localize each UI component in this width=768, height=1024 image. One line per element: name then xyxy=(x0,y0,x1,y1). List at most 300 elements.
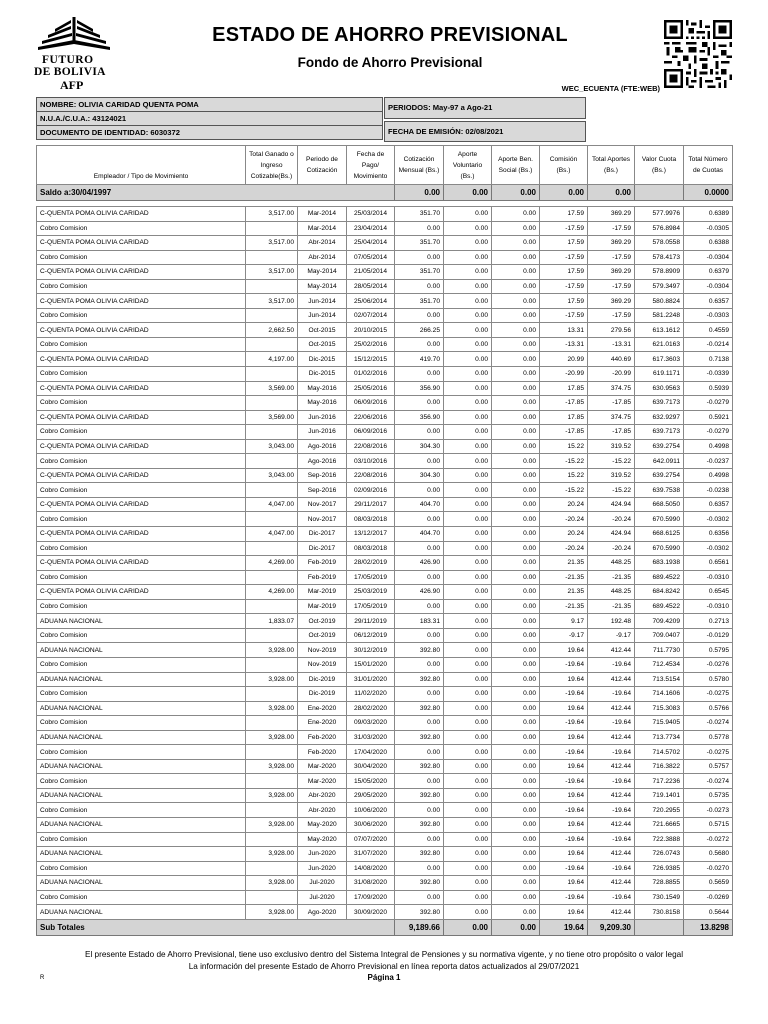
cell-aporte-ben-social: 0.00 xyxy=(492,759,540,774)
table-row xyxy=(37,861,733,876)
cell-total-aportes: 319.52 xyxy=(588,468,635,483)
cell-valor-cuota: 689.4522 xyxy=(635,599,684,614)
cell-total-cuotas: -0.0269 xyxy=(684,890,733,905)
cell-fecha-pago: 28/02/2019 xyxy=(347,556,395,571)
cell-valor-cuota: 576.8984 xyxy=(635,221,684,236)
cell-total-ganado: 3,517.00 xyxy=(246,207,298,222)
saldo-row xyxy=(37,185,733,201)
cell-aporte-voluntario: 0.00 xyxy=(444,643,492,658)
subtotal-cotizacion: 9,189.66 xyxy=(395,919,444,935)
cell-periodo: Feb-2019 xyxy=(298,570,347,585)
cell-total-cuotas: -0.0279 xyxy=(684,396,733,411)
cell-total-cuotas: 0.6357 xyxy=(684,294,733,309)
futuro-de-bolivia-logo xyxy=(28,14,120,92)
cell-aporte-ben-social: 0.00 xyxy=(492,512,540,527)
cell-aporte-ben-social: 0.00 xyxy=(492,381,540,396)
cell-aporte-voluntario: 0.00 xyxy=(444,701,492,716)
cell-total-cuotas: 0.5766 xyxy=(684,701,733,716)
cell-cotizacion: 0.00 xyxy=(395,396,444,411)
cell-aporte-ben-social: 0.00 xyxy=(492,803,540,818)
cell-comision: -9.17 xyxy=(540,628,588,643)
cell-valor-cuota: 581.2248 xyxy=(635,308,684,323)
cell-aporte-ben-social: 0.00 xyxy=(492,279,540,294)
cell-aporte-ben-social: 0.00 xyxy=(492,570,540,585)
cell-cotizacion: 0.00 xyxy=(395,832,444,847)
cell-aporte-ben-social: 0.00 xyxy=(492,556,540,571)
cell-fecha-pago: 29/05/2020 xyxy=(347,788,395,803)
cell-aporte-ben-social: 0.00 xyxy=(492,236,540,251)
cell-valor-cuota: 578.4173 xyxy=(635,250,684,265)
table-row xyxy=(37,483,733,498)
cell-total-cuotas: -0.0279 xyxy=(684,425,733,440)
table-row xyxy=(37,294,733,309)
cell-fecha-pago: 28/02/2020 xyxy=(347,701,395,716)
cell-total-ganado xyxy=(246,687,298,702)
cell-total-aportes: 369.29 xyxy=(588,207,635,222)
cell-total-ganado xyxy=(246,628,298,643)
cell-aporte-voluntario: 0.00 xyxy=(444,774,492,789)
cell-total-aportes: 412.44 xyxy=(588,817,635,832)
cell-periodo: Ago-2016 xyxy=(298,439,347,454)
cell-aporte-ben-social: 0.00 xyxy=(492,657,540,672)
cell-aporte-voluntario: 0.00 xyxy=(444,745,492,760)
wing-emblem-icon xyxy=(28,14,120,54)
cell-aporte-voluntario: 0.00 xyxy=(444,687,492,702)
cell-comision: -17.59 xyxy=(540,308,588,323)
cell-total-aportes: -20.24 xyxy=(588,541,635,556)
table-row xyxy=(37,745,733,760)
cell-valor-cuota: 670.5990 xyxy=(635,512,684,527)
cell-empleador: C-QUENTA POMA OLIVIA CARIDAD xyxy=(37,294,246,309)
cell-total-aportes: 412.44 xyxy=(588,876,635,891)
cell-total-aportes: -17.59 xyxy=(588,221,635,236)
cell-periodo: Feb-2020 xyxy=(298,730,347,745)
cell-fecha-pago: 22/08/2016 xyxy=(347,468,395,483)
table-row xyxy=(37,454,733,469)
table-row xyxy=(37,250,733,265)
cell-total-ganado: 4,047.00 xyxy=(246,527,298,542)
cell-valor-cuota: 715.9405 xyxy=(635,716,684,731)
col-total-ganado: Total Ganado o Ingreso Cotizable(Bs.) xyxy=(246,146,298,185)
update-note-text: La información del presente Estado de Ahorro Previsional en línea reporta datos actualizados al 29/07/2021 xyxy=(188,962,580,971)
cell-aporte-ben-social: 0.00 xyxy=(492,716,540,731)
table-row xyxy=(37,643,733,658)
cell-comision: 19.64 xyxy=(540,701,588,716)
cell-fecha-pago: 22/08/2016 xyxy=(347,439,395,454)
document-title: ESTADO DE AHORRO PREVISIONAL xyxy=(212,24,568,46)
cell-valor-cuota: 726.0743 xyxy=(635,847,684,862)
cell-cotizacion: 404.70 xyxy=(395,527,444,542)
cell-total-aportes: -9.17 xyxy=(588,628,635,643)
cell-valor-cuota: 683.1938 xyxy=(635,556,684,571)
cell-valor-cuota: 713.7734 xyxy=(635,730,684,745)
cell-total-cuotas: -0.0273 xyxy=(684,803,733,818)
cell-periodo: Dic-2017 xyxy=(298,527,347,542)
table-row xyxy=(37,323,733,338)
cell-total-cuotas: -0.0275 xyxy=(684,687,733,702)
cell-aporte-voluntario: 0.00 xyxy=(444,527,492,542)
cell-cotizacion: 392.80 xyxy=(395,672,444,687)
cell-valor-cuota: 722.3888 xyxy=(635,832,684,847)
subtotal-aporte-ben-social: 0.00 xyxy=(492,919,540,935)
cell-valor-cuota: 621.0163 xyxy=(635,337,684,352)
cell-cotizacion: 0.00 xyxy=(395,512,444,527)
table-row xyxy=(37,701,733,716)
cell-empleador: Cobro Comision xyxy=(37,250,246,265)
cell-empleador: ADUANA NACIONAL xyxy=(37,759,246,774)
cell-valor-cuota: 716.3822 xyxy=(635,759,684,774)
cell-total-cuotas: -0.0214 xyxy=(684,337,733,352)
cell-fecha-pago: 25/03/2014 xyxy=(347,207,395,222)
cell-cotizacion: 404.70 xyxy=(395,497,444,512)
cell-empleador: Cobro Comision xyxy=(37,279,246,294)
cell-fecha-pago: 17/09/2020 xyxy=(347,890,395,905)
cell-total-cuotas: -0.0238 xyxy=(684,483,733,498)
cell-comision: -13.31 xyxy=(540,337,588,352)
cell-empleador: Cobro Comision xyxy=(37,628,246,643)
cell-empleador: C-QUENTA POMA OLIVIA CARIDAD xyxy=(37,468,246,483)
cell-aporte-voluntario: 0.00 xyxy=(444,425,492,440)
cell-fecha-pago: 07/07/2020 xyxy=(347,832,395,847)
qr-code-icon xyxy=(664,20,732,88)
cell-comision: -17.85 xyxy=(540,425,588,440)
cell-empleador: ADUANA NACIONAL xyxy=(37,672,246,687)
cell-total-ganado: 3,928.00 xyxy=(246,759,298,774)
cell-total-aportes: 440.69 xyxy=(588,352,635,367)
cell-total-aportes: -20.99 xyxy=(588,367,635,382)
table-row xyxy=(37,367,733,382)
saldo-label: Saldo a:30/04/1997 xyxy=(37,185,395,201)
cell-total-ganado: 4,269.00 xyxy=(246,585,298,600)
disclaimer-text: El presente Estado de Ahorro Previsional, tiene uso exclusivo dentro del Sistema Integral de Pensiones y su normativa vigente, y no tiene otro propósito o valor legal xyxy=(84,950,684,959)
cell-total-ganado: 3,043.00 xyxy=(246,468,298,483)
cell-empleador: ADUANA NACIONAL xyxy=(37,905,246,920)
table-row xyxy=(37,687,733,702)
cell-empleador: Cobro Comision xyxy=(37,483,246,498)
cell-total-ganado xyxy=(246,425,298,440)
cell-total-ganado xyxy=(246,483,298,498)
cell-fecha-pago: 15/05/2020 xyxy=(347,774,395,789)
cell-total-aportes: 279.56 xyxy=(588,323,635,338)
cell-comision: -19.64 xyxy=(540,745,588,760)
cell-cotizacion: 0.00 xyxy=(395,570,444,585)
cell-periodo: Ene-2020 xyxy=(298,701,347,716)
cell-total-cuotas: 0.6561 xyxy=(684,556,733,571)
cell-fecha-pago: 10/06/2020 xyxy=(347,803,395,818)
cell-total-ganado xyxy=(246,716,298,731)
cell-fecha-pago: 30/12/2019 xyxy=(347,643,395,658)
cell-cotizacion: 0.00 xyxy=(395,687,444,702)
cell-empleador: ADUANA NACIONAL xyxy=(37,701,246,716)
table-row xyxy=(37,352,733,367)
cell-cotizacion: 392.80 xyxy=(395,730,444,745)
cell-aporte-voluntario: 0.00 xyxy=(444,207,492,222)
cell-total-ganado: 3,928.00 xyxy=(246,817,298,832)
subtotal-row xyxy=(37,919,733,935)
cell-aporte-voluntario: 0.00 xyxy=(444,337,492,352)
cell-periodo: Dic-2019 xyxy=(298,672,347,687)
cell-total-aportes: 412.44 xyxy=(588,847,635,862)
cell-total-aportes: 412.44 xyxy=(588,905,635,920)
cell-total-cuotas: -0.0274 xyxy=(684,774,733,789)
cell-empleador: C-QUENTA POMA OLIVIA CARIDAD xyxy=(37,207,246,222)
cell-cotizacion: 183.31 xyxy=(395,614,444,629)
table-row xyxy=(37,817,733,832)
cell-comision: 17.59 xyxy=(540,207,588,222)
cell-total-ganado xyxy=(246,861,298,876)
fecha-emision-field: FECHA DE EMISIÓN: 02/08/2021 xyxy=(384,121,586,142)
cell-cotizacion: 392.80 xyxy=(395,876,444,891)
cell-total-aportes: -17.85 xyxy=(588,396,635,411)
cell-periodo: Oct-2015 xyxy=(298,323,347,338)
cell-empleador: Cobro Comision xyxy=(37,716,246,731)
cell-total-ganado xyxy=(246,774,298,789)
cell-valor-cuota: 577.9976 xyxy=(635,207,684,222)
cell-aporte-ben-social: 0.00 xyxy=(492,527,540,542)
cell-valor-cuota: 632.9297 xyxy=(635,410,684,425)
cell-periodo: Feb-2020 xyxy=(298,745,347,760)
cell-total-ganado xyxy=(246,337,298,352)
cell-empleador: Cobro Comision xyxy=(37,570,246,585)
cell-total-cuotas: -0.0274 xyxy=(684,716,733,731)
cell-total-cuotas: 0.6379 xyxy=(684,265,733,280)
cell-aporte-ben-social: 0.00 xyxy=(492,599,540,614)
cell-fecha-pago: 03/10/2016 xyxy=(347,454,395,469)
cell-empleador: Cobro Comision xyxy=(37,861,246,876)
cell-comision: 19.64 xyxy=(540,643,588,658)
cell-aporte-ben-social: 0.00 xyxy=(492,483,540,498)
cell-fecha-pago: 22/06/2016 xyxy=(347,410,395,425)
cell-total-aportes: 424.94 xyxy=(588,527,635,542)
cell-comision: 20.24 xyxy=(540,527,588,542)
cell-cotizacion: 0.00 xyxy=(395,279,444,294)
cell-total-cuotas: 0.6357 xyxy=(684,497,733,512)
cell-aporte-voluntario: 0.00 xyxy=(444,410,492,425)
cell-valor-cuota: 580.8824 xyxy=(635,294,684,309)
cell-valor-cuota: 670.5990 xyxy=(635,541,684,556)
cell-periodo: Mar-2014 xyxy=(298,221,347,236)
cell-valor-cuota: 730.8158 xyxy=(635,905,684,920)
cell-total-ganado xyxy=(246,745,298,760)
cell-periodo: Dic-2019 xyxy=(298,687,347,702)
cell-fecha-pago: 08/03/2018 xyxy=(347,541,395,556)
cell-fecha-pago: 06/12/2019 xyxy=(347,628,395,643)
cell-fecha-pago: 15/12/2015 xyxy=(347,352,395,367)
cell-valor-cuota: 639.7538 xyxy=(635,483,684,498)
cell-cotizacion: 304.30 xyxy=(395,468,444,483)
cell-aporte-ben-social: 0.00 xyxy=(492,876,540,891)
table-row xyxy=(37,512,733,527)
cell-total-cuotas: 0.2713 xyxy=(684,614,733,629)
cell-aporte-voluntario: 0.00 xyxy=(444,730,492,745)
subtotal-comision: 19.64 xyxy=(540,919,588,935)
cell-total-ganado xyxy=(246,890,298,905)
cell-valor-cuota: 613.1612 xyxy=(635,323,684,338)
cell-total-aportes: 412.44 xyxy=(588,701,635,716)
cell-aporte-ben-social: 0.00 xyxy=(492,788,540,803)
cell-aporte-ben-social: 0.00 xyxy=(492,294,540,309)
cell-comision: -17.59 xyxy=(540,279,588,294)
cell-comision: 17.59 xyxy=(540,236,588,251)
cell-fecha-pago: 30/04/2020 xyxy=(347,759,395,774)
table-row xyxy=(37,527,733,542)
cell-total-aportes: -21.35 xyxy=(588,570,635,585)
cell-comision: 19.64 xyxy=(540,730,588,745)
cell-total-cuotas: -0.0310 xyxy=(684,599,733,614)
cell-aporte-voluntario: 0.00 xyxy=(444,788,492,803)
col-empleador: Empleador / Tipo de Movimiento xyxy=(37,146,246,185)
cell-total-aportes: 448.25 xyxy=(588,585,635,600)
cell-aporte-voluntario: 0.00 xyxy=(444,585,492,600)
cell-total-ganado: 3,928.00 xyxy=(246,701,298,716)
cell-cotizacion: 0.00 xyxy=(395,541,444,556)
cell-fecha-pago: 11/02/2020 xyxy=(347,687,395,702)
cell-fecha-pago: 17/05/2019 xyxy=(347,599,395,614)
cell-comision: -19.64 xyxy=(540,861,588,876)
cell-comision: 15.22 xyxy=(540,468,588,483)
col-valor-cuota: Valor Cuota (Bs.) xyxy=(635,146,684,185)
table-row xyxy=(37,905,733,920)
cell-comision: -19.64 xyxy=(540,657,588,672)
table-row xyxy=(37,497,733,512)
subtotal-label: Sub Totales xyxy=(37,919,395,935)
cell-fecha-pago: 07/05/2014 xyxy=(347,250,395,265)
cell-aporte-voluntario: 0.00 xyxy=(444,759,492,774)
cell-total-aportes: -17.59 xyxy=(588,308,635,323)
corner-mark: R xyxy=(40,975,45,981)
subtotal-valor-cuota xyxy=(635,919,684,935)
cell-fecha-pago: 09/03/2020 xyxy=(347,716,395,731)
cell-empleador: Cobro Comision xyxy=(37,832,246,847)
cell-periodo: Jun-2016 xyxy=(298,410,347,425)
cell-fecha-pago: 31/01/2020 xyxy=(347,672,395,687)
cell-aporte-voluntario: 0.00 xyxy=(444,599,492,614)
cell-total-ganado xyxy=(246,250,298,265)
cell-total-cuotas: 0.5715 xyxy=(684,817,733,832)
cell-empleador: Cobro Comision xyxy=(37,803,246,818)
cell-cotizacion: 351.70 xyxy=(395,294,444,309)
cell-aporte-ben-social: 0.00 xyxy=(492,439,540,454)
cell-valor-cuota: 720.2955 xyxy=(635,803,684,818)
cell-comision: -21.35 xyxy=(540,599,588,614)
cell-total-ganado: 1,833.07 xyxy=(246,614,298,629)
col-total-aportes: Total Aportes (Bs.) xyxy=(588,146,635,185)
cell-valor-cuota: 619.1171 xyxy=(635,367,684,382)
cell-comision: 21.35 xyxy=(540,556,588,571)
cell-aporte-ben-social: 0.00 xyxy=(492,628,540,643)
cell-comision: -20.99 xyxy=(540,367,588,382)
cell-periodo: Mar-2020 xyxy=(298,774,347,789)
cell-total-aportes: -19.64 xyxy=(588,774,635,789)
table-row xyxy=(37,759,733,774)
cell-total-ganado xyxy=(246,454,298,469)
cell-total-aportes: 412.44 xyxy=(588,759,635,774)
cell-valor-cuota: 715.3083 xyxy=(635,701,684,716)
cell-aporte-ben-social: 0.00 xyxy=(492,541,540,556)
cell-periodo: Abr-2014 xyxy=(298,250,347,265)
cell-total-cuotas: 0.4998 xyxy=(684,439,733,454)
cell-periodo: Oct-2019 xyxy=(298,614,347,629)
cell-fecha-pago: 20/10/2015 xyxy=(347,323,395,338)
cell-comision: 20.24 xyxy=(540,497,588,512)
cell-periodo: Jun-2016 xyxy=(298,425,347,440)
cell-fecha-pago: 29/11/2017 xyxy=(347,497,395,512)
cell-total-cuotas: -0.0302 xyxy=(684,541,733,556)
table-row xyxy=(37,672,733,687)
cell-aporte-ben-social: 0.00 xyxy=(492,890,540,905)
subtotal-aporte-voluntario: 0.00 xyxy=(444,919,492,935)
cell-valor-cuota: 668.5050 xyxy=(635,497,684,512)
cell-cotizacion: 392.80 xyxy=(395,847,444,862)
cell-aporte-ben-social: 0.00 xyxy=(492,701,540,716)
cell-comision: 19.64 xyxy=(540,672,588,687)
cell-empleador: ADUANA NACIONAL xyxy=(37,643,246,658)
cell-periodo: Abr-2020 xyxy=(298,788,347,803)
cell-comision: -21.35 xyxy=(540,570,588,585)
cell-aporte-ben-social: 0.00 xyxy=(492,585,540,600)
col-total-cuotas: Total Número de Cuotas xyxy=(684,146,733,185)
cell-total-aportes: 374.75 xyxy=(588,410,635,425)
subtotal-total-cuotas: 13.8298 xyxy=(684,919,733,935)
cell-total-cuotas: -0.0237 xyxy=(684,454,733,469)
cell-total-ganado: 3,928.00 xyxy=(246,847,298,862)
cell-total-aportes: -15.22 xyxy=(588,454,635,469)
cell-aporte-ben-social: 0.00 xyxy=(492,265,540,280)
cell-fecha-pago: 08/03/2018 xyxy=(347,512,395,527)
cell-cotizacion: 392.80 xyxy=(395,643,444,658)
cell-aporte-voluntario: 0.00 xyxy=(444,294,492,309)
cell-valor-cuota: 711.7730 xyxy=(635,643,684,658)
cell-empleador: C-QUENTA POMA OLIVIA CARIDAD xyxy=(37,556,246,571)
cell-total-aportes: -19.64 xyxy=(588,890,635,905)
cell-aporte-voluntario: 0.00 xyxy=(444,890,492,905)
cell-valor-cuota: 714.5702 xyxy=(635,745,684,760)
cell-total-cuotas: -0.0129 xyxy=(684,628,733,643)
cell-valor-cuota: 684.8242 xyxy=(635,585,684,600)
cell-fecha-pago: 06/09/2016 xyxy=(347,425,395,440)
cell-aporte-voluntario: 0.00 xyxy=(444,832,492,847)
cell-comision: -15.22 xyxy=(540,454,588,469)
cell-comision: 19.64 xyxy=(540,905,588,920)
cell-total-cuotas: 0.5921 xyxy=(684,410,733,425)
cell-aporte-voluntario: 0.00 xyxy=(444,861,492,876)
saldo-cotizacion: 0.00 xyxy=(395,185,444,201)
cell-valor-cuota: 714.1606 xyxy=(635,687,684,702)
cell-periodo: Oct-2019 xyxy=(298,628,347,643)
cell-comision: 19.64 xyxy=(540,847,588,862)
cell-aporte-voluntario: 0.00 xyxy=(444,541,492,556)
cell-total-aportes: -17.85 xyxy=(588,425,635,440)
cell-fecha-pago: 15/01/2020 xyxy=(347,657,395,672)
cell-total-ganado xyxy=(246,803,298,818)
cell-comision: -17.85 xyxy=(540,396,588,411)
cell-total-ganado: 3,569.00 xyxy=(246,381,298,396)
cell-periodo: Nov-2019 xyxy=(298,657,347,672)
cell-cotizacion: 351.70 xyxy=(395,207,444,222)
saldo-valor-cuota xyxy=(635,185,684,201)
cell-aporte-voluntario: 0.00 xyxy=(444,628,492,643)
cell-periodo: Sep-2016 xyxy=(298,468,347,483)
cell-cotizacion: 392.80 xyxy=(395,905,444,920)
logo-text-afp: AFP xyxy=(60,78,84,92)
cell-fecha-pago: 31/07/2020 xyxy=(347,847,395,862)
cell-cotizacion: 419.70 xyxy=(395,352,444,367)
cell-comision: -17.59 xyxy=(540,250,588,265)
cell-aporte-ben-social: 0.00 xyxy=(492,454,540,469)
cell-total-aportes: 319.52 xyxy=(588,439,635,454)
cell-fecha-pago: 14/08/2020 xyxy=(347,861,395,876)
col-aporte-ben-social: Aporte Ben. Social (Bs.) xyxy=(492,146,540,185)
